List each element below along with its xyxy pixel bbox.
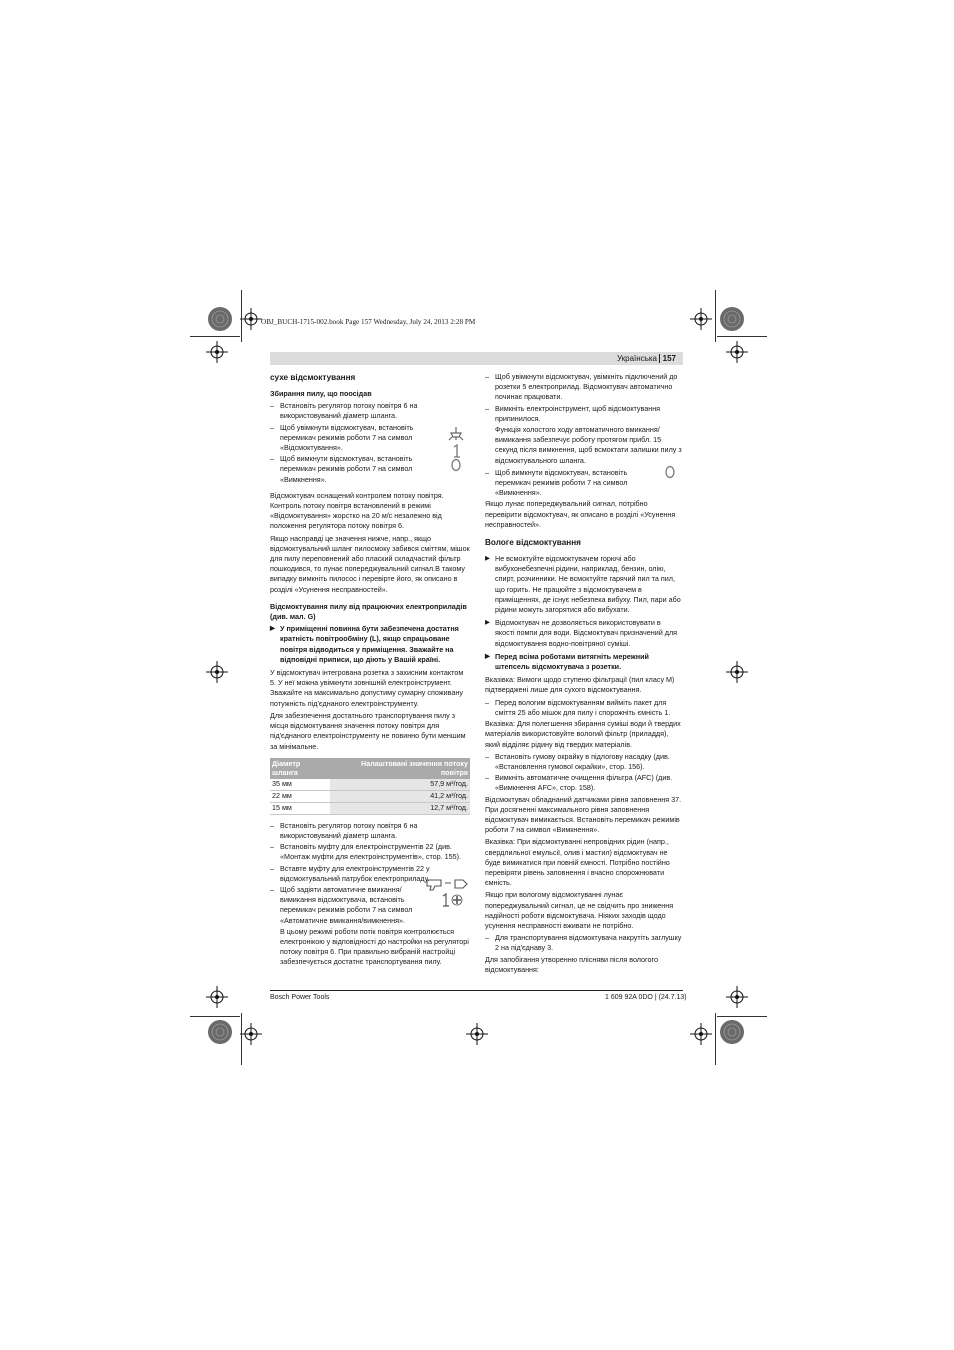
section-title-dry: сухе відсмоктування — [270, 373, 356, 382]
registration-target-icon — [719, 306, 745, 332]
crop-mark — [241, 290, 242, 342]
crosshair-icon — [690, 308, 712, 330]
instruction-step: – Встановіть муфту для електроінструментів 22 (див. «Монтаж муфти для електроінструментів», стор. 155). — [270, 842, 470, 862]
instruction-step: – Щоб увімкнути відсмоктувач, встановіть перемикач режимів роботи 7 на символ «Відсмоктування». — [270, 423, 420, 454]
crosshair-icon — [206, 986, 228, 1008]
table-cell: 12,7 м³/год. — [330, 802, 470, 814]
table-row — [270, 790, 470, 802]
instruction-step: – Щоб вимкнути відсмоктувач, встановіть перемикач режимів роботи 7 на символ «Вимкнення». — [485, 468, 645, 499]
paragraph: У відсмоктувач інтегрована розетка з захисним контактом 5. У неї можна увімкнути зовнішній електроінструмент. Зважайте на максимально допустиму сумарну споживану потужність під'єднаного електроінструменту. — [270, 668, 464, 708]
paragraph: Відсмоктувач оснащений контролем потоку повітря. Контроль потоку повітря встановлений в режимі «Відсмоктування» жорстко на 20 м/с незалежно від положення регулятора потоку повітря 6. — [270, 490, 444, 531]
section-title-wet: Вологе відсмоктування — [485, 538, 581, 548]
print-header: OBJ_BUCH-1715-002.book Page 157 Wednesday, July 24, 2013 2:28 PM — [261, 318, 476, 326]
crosshair-icon — [240, 1023, 262, 1045]
paragraph: Для запобігання утворенню плісняви після вологого відсмоктування: — [485, 954, 658, 974]
instruction-step: – Встановіть регулятор потоку повітря 6 на використовуваний діаметр шланга. — [270, 821, 470, 841]
table-row — [270, 802, 470, 814]
paragraph: Для забезпечення достатнього транспортування пилу з місця відсмоктування значення потоку повітря для під'єднаного електроінструменту не повинно бути меншим за мінімальне. — [270, 710, 466, 751]
instruction-step: – Встановіть гумову окрайку в підлогову насадку (див. «Встановлення гумової окрайки», стор. 156). — [485, 752, 682, 772]
paragraph: Якщо насправді це значення нижче, напр., якщо відсмоктувальний шланг пилосмоку забився сміттям, мішок для пилу переповнений або плаский складчастий фільтр пошкодився, то лунає попереджувальний сигнал.В такому випадку вимкніть пилосос і перевірте його, як описано в розділі «Усунення несправностей». — [270, 533, 470, 594]
table-cell: 35 мм — [270, 779, 330, 791]
table-cell: 57,9 м³/год. — [330, 779, 470, 791]
footer-rule — [270, 990, 683, 991]
crosshair-icon — [206, 661, 228, 683]
page-header-bar — [270, 352, 683, 365]
crosshair-icon — [690, 1023, 712, 1045]
note: Вказівка: Для полегшення збирання суміші води й твердих матеріалів використовуйте вологий фільтр (приладдя), який відділяє рідину від твердих матеріалів. — [485, 719, 681, 749]
warning-item: ▶ Перед всіма роботами витягніть мережний штепсель відсмоктувача з розетки. — [485, 652, 682, 672]
right-column — [485, 372, 682, 977]
crosshair-icon — [726, 341, 748, 363]
page-number: 157 — [659, 354, 676, 363]
crop-mark — [715, 290, 716, 342]
instruction-step: – Вимкніть електроінструмент, щоб відсмоктування припинилося. — [485, 404, 682, 424]
switch-position-1-icon — [449, 444, 463, 458]
paragraph: В цьому режимі роботи потік повітря контролюється електронікою у відповідності до настройки на регуляторі потоку повітря 6. При правильно вибраній настройці забезпечується достатнє транспортування пилу. — [280, 926, 469, 967]
paragraph: Функція холостого ходу автоматичного вмикання/вимикання забезпечує роботу протягом прибл. 15 секунд після вимкнення, щоб всмоктати залишки пилу з відсмоктувального шланга. — [495, 425, 682, 465]
crop-mark — [717, 336, 767, 337]
table-cell: 41,2 м³/год. — [330, 790, 470, 802]
crosshair-icon — [240, 308, 262, 330]
instruction-step: – Перед вологим відсмоктуванням вийміть пакет для сміття 25 або мішок для пилу і спорожніть ємність 1. — [485, 698, 682, 718]
off-mode-icon — [663, 465, 677, 479]
registration-target-icon — [719, 1019, 745, 1045]
crop-mark — [190, 336, 240, 337]
subsection-dust-collection: Збирання пилу, що поосідав — [270, 389, 372, 398]
footer-brand: Bosch Power Tools — [270, 994, 330, 1001]
crosshair-icon — [726, 986, 748, 1008]
table-row — [270, 779, 470, 791]
warning-item: ▶ У приміщенні повинна бути забезпечена достатня кратність повітрообміну (L), якщо спрацьоване повітря відводиться у приміщення. Зважайте на відповідні приписи, що діють у Вашій країні. — [270, 624, 470, 665]
crop-mark — [241, 1013, 242, 1065]
instruction-step: – Щоб увімкнути відсмоктувач, увімкніть підключений до розетки 5 електроприлад. Відсмоктувач автоматично починає працювати. — [485, 372, 682, 403]
instruction-step: – Вставте муфту для електроінструментів 22 у відсмоктувальний патрубок електроприладу. — [270, 864, 470, 884]
registration-target-icon — [207, 1019, 233, 1045]
crop-mark — [717, 1016, 767, 1017]
paragraph: Якщо при вологому відсмоктуванні лунає попереджувальний сигнал, це не свідчить про зниження надійності роботи відсмоктувача. Ніяких заходів щодо усунення несправності вживати не потрібно. — [485, 890, 674, 930]
registration-target-icon — [207, 306, 233, 332]
note: Вказівка: При відсмоктуванні непровідних рідин (напр., свердлильної емульсії, олив і мастил) відсмоктувач не буде вимикатися при повній ємності. Потрібно постійно перевіряти рівень заповнення і вчасно спорожнювати ємність. — [485, 837, 670, 888]
table-header: Діаметр шланга — [270, 758, 330, 779]
table-cell: 22 мм — [270, 790, 330, 802]
crop-mark — [715, 1013, 716, 1065]
auto-mode-icon — [440, 893, 464, 907]
crosshair-icon — [466, 1023, 488, 1045]
warning-item: ▶ Відсмоктувач не дозволяється використовувати в якості помпи для води. Відсмоктувач призначений для відсмоктування водно-повітряної суміші. — [485, 618, 682, 649]
note: Вказівка: Вимоги щодо ступеню фільтрації (пил класу М) підтверджені лише для сухого відсмоктування. — [485, 675, 675, 695]
vacuum-mode-icon — [446, 424, 466, 444]
airflow-table — [270, 758, 470, 815]
crosshair-icon — [206, 341, 228, 363]
table-cell: 15 мм — [270, 802, 330, 814]
crop-mark — [190, 1016, 240, 1017]
paragraph: Відсмоктувач обладнаний датчиками рівня заповнення 37. При досягненні максимального рівня заповнення відсмоктувач вимикається. Встановіть перемикач режимів роботи 7 на символ «Вимкнення». — [485, 794, 682, 835]
footer-doc-number: 1 609 92A 0DO | (24.7.13) — [605, 994, 687, 1001]
subsection-power-tools: Відсмоктування пилу від працюючих електроприладів (див. мал. G) — [270, 601, 467, 622]
instruction-step: – Встановіть регулятор потоку повітря 6 на використовуваний діаметр шланга. — [270, 401, 470, 421]
instruction-step: – Для транспортування відсмоктувача накрутіть заглушку 2 на під'єднаву 3. — [485, 933, 682, 953]
table-header: Налаштовані значення потоку повітря — [330, 758, 470, 779]
paragraph: Якщо лунає попереджувальний сигнал, потрібно перевірити відсмоктувач, як описано в розділі «Усунення несправностей». — [485, 499, 676, 529]
page-language: Українська — [616, 354, 657, 363]
power-tool-icon — [425, 876, 469, 892]
instruction-step: – Щоб задіяти автоматичне вмикання/вимикання відсмоктувача, встановіть перемикач режимів роботи 7 на символ «Автоматичне вмикання/вимкнення». — [270, 885, 430, 926]
instruction-step: – Щоб вимкнути відсмоктувач, встановіть перемикач режимів роботи 7 на символ «Вимкнення». — [270, 454, 420, 485]
off-mode-icon — [449, 458, 463, 472]
crosshair-icon — [726, 661, 748, 683]
warning-item: ▶ Не всмоктуйте відсмоктувачем горючі або вибухонебезпечні рідини, наприклад, бензин, олію, спирт, розчинники. Не всмоктуйте гарячий пил та пил, що горить. Не працюйте з відсмоктувачем в приміщеннях, де існує небезпека вибуху. Пил, пари або рідини можуть загорятися або вибухати. — [485, 554, 682, 615]
instruction-step: – Вимкніть автоматичне очищення фільтра (AFC) (див. «Вимкнення AFC», стор. 158). — [485, 773, 682, 793]
